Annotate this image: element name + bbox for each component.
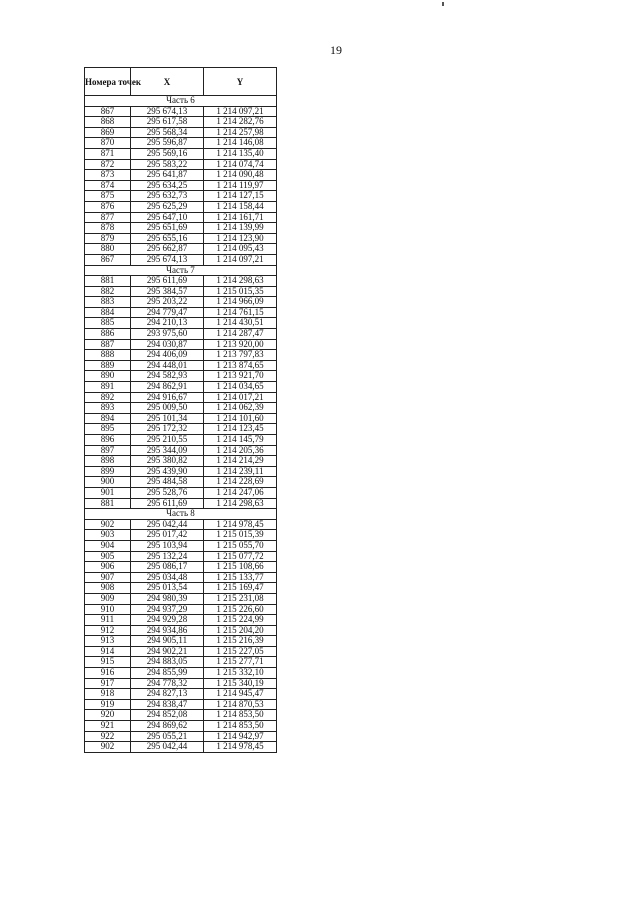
y-cell: 1 214 101,60 <box>204 413 277 424</box>
point-number-cell: 868 <box>85 117 131 128</box>
x-cell: 294 852,08 <box>131 710 204 721</box>
table-row <box>85 223 277 234</box>
y-cell: 1 215 340,19 <box>204 678 277 689</box>
x-cell: 295 210,55 <box>131 435 204 446</box>
point-number-cell: 873 <box>85 170 131 181</box>
table-row <box>85 117 277 128</box>
table-row <box>85 339 277 350</box>
table-row <box>85 233 277 244</box>
y-cell: 1 214 257,98 <box>204 127 277 138</box>
table-row <box>85 604 277 615</box>
point-number-cell: 897 <box>85 445 131 456</box>
y-cell: 1 214 287,47 <box>204 329 277 340</box>
x-cell: 294 779,47 <box>131 307 204 318</box>
y-cell: 1 214 158,44 <box>204 201 277 212</box>
x-cell: 295 611,69 <box>131 498 204 509</box>
x-cell: 295 569,16 <box>131 148 204 159</box>
point-number-cell: 872 <box>85 159 131 170</box>
table-row <box>85 689 277 700</box>
point-number-cell: 920 <box>85 710 131 721</box>
table-row <box>85 276 277 287</box>
point-number-cell: 891 <box>85 382 131 393</box>
x-cell: 295 101,34 <box>131 413 204 424</box>
table-row <box>85 286 277 297</box>
x-cell: 294 937,29 <box>131 604 204 615</box>
point-number-cell: 885 <box>85 318 131 329</box>
point-number-cell: 867 <box>85 254 131 265</box>
table-row <box>85 540 277 551</box>
point-number-cell: 922 <box>85 731 131 742</box>
x-cell: 295 674,13 <box>131 254 204 265</box>
table-row <box>85 254 277 265</box>
point-number-cell: 893 <box>85 403 131 414</box>
point-number-cell: 909 <box>85 593 131 604</box>
x-cell: 295 086,17 <box>131 562 204 573</box>
y-cell: 1 214 298,63 <box>204 276 277 287</box>
table-row <box>85 583 277 594</box>
x-cell: 294 778,32 <box>131 678 204 689</box>
table-row <box>85 435 277 446</box>
y-cell: 1 214 123,45 <box>204 424 277 435</box>
x-cell: 295 103,94 <box>131 540 204 551</box>
table-row <box>85 636 277 647</box>
table-row <box>85 382 277 393</box>
x-cell: 295 172,32 <box>131 424 204 435</box>
section-title: Часть 8 <box>85 509 277 520</box>
point-number-cell: 900 <box>85 477 131 488</box>
y-cell: 1 213 874,65 <box>204 360 277 371</box>
section-title: Часть 6 <box>85 96 277 107</box>
x-cell: 295 132,24 <box>131 551 204 562</box>
table-row <box>85 180 277 191</box>
y-cell: 1 215 108,66 <box>204 562 277 573</box>
table-row <box>85 530 277 541</box>
table-row <box>85 403 277 414</box>
point-number-cell: 918 <box>85 689 131 700</box>
y-cell: 1 214 228,69 <box>204 477 277 488</box>
point-number-cell: 876 <box>85 201 131 212</box>
table-row <box>85 329 277 340</box>
point-number-cell: 916 <box>85 668 131 679</box>
y-cell: 1 214 145,79 <box>204 435 277 446</box>
y-cell: 1 215 169,47 <box>204 583 277 594</box>
table-row <box>85 201 277 212</box>
y-cell: 1 214 123,90 <box>204 233 277 244</box>
x-cell: 294 827,13 <box>131 689 204 700</box>
y-cell: 1 214 761,15 <box>204 307 277 318</box>
y-cell: 1 215 224,99 <box>204 615 277 626</box>
point-number-cell: 913 <box>85 636 131 647</box>
section-title: Часть 7 <box>85 265 277 276</box>
x-cell: 295 583,22 <box>131 159 204 170</box>
y-cell: 1 214 853,50 <box>204 710 277 721</box>
y-cell: 1 214 074,74 <box>204 159 277 170</box>
point-number-cell: 902 <box>85 519 131 530</box>
x-cell: 295 042,44 <box>131 742 204 753</box>
x-cell: 294 406,09 <box>131 350 204 361</box>
y-cell: 1 214 017,21 <box>204 392 277 403</box>
x-cell: 295 662,87 <box>131 244 204 255</box>
x-cell: 295 625,29 <box>131 201 204 212</box>
y-cell: 1 214 135,40 <box>204 148 277 159</box>
header-x: X <box>131 68 204 96</box>
x-cell: 295 647,10 <box>131 212 204 223</box>
x-cell: 294 883,05 <box>131 657 204 668</box>
point-number-cell: 914 <box>85 646 131 657</box>
table-row <box>85 562 277 573</box>
point-number-cell: 917 <box>85 678 131 689</box>
y-cell: 1 214 097,21 <box>204 254 277 265</box>
point-number-cell: 901 <box>85 487 131 498</box>
point-number-cell: 907 <box>85 572 131 583</box>
y-cell: 1 214 966,09 <box>204 297 277 308</box>
x-cell: 294 934,86 <box>131 625 204 636</box>
point-number-cell: 921 <box>85 721 131 732</box>
x-cell: 295 055,21 <box>131 731 204 742</box>
point-number-cell: 889 <box>85 360 131 371</box>
y-cell: 1 214 139,99 <box>204 223 277 234</box>
x-cell: 294 862,91 <box>131 382 204 393</box>
table-row <box>85 646 277 657</box>
y-cell: 1 215 015,35 <box>204 286 277 297</box>
table-row <box>85 593 277 604</box>
x-cell: 295 641,87 <box>131 170 204 181</box>
point-number-cell: 871 <box>85 148 131 159</box>
x-cell: 295 013,54 <box>131 583 204 594</box>
x-cell: 294 582,93 <box>131 371 204 382</box>
y-cell: 1 214 097,21 <box>204 106 277 117</box>
x-cell: 295 380,82 <box>131 456 204 467</box>
x-cell: 295 042,44 <box>131 519 204 530</box>
point-number-cell: 875 <box>85 191 131 202</box>
y-cell: 1 214 247,06 <box>204 487 277 498</box>
y-cell: 1 214 146,08 <box>204 138 277 149</box>
section-row <box>85 265 277 276</box>
table-row <box>85 466 277 477</box>
scan-speck <box>442 2 444 6</box>
table-row <box>85 350 277 361</box>
y-cell: 1 214 090,48 <box>204 170 277 181</box>
y-cell: 1 215 216,39 <box>204 636 277 647</box>
y-cell: 1 215 015,39 <box>204 530 277 541</box>
x-cell: 295 611,69 <box>131 276 204 287</box>
x-cell: 294 929,28 <box>131 615 204 626</box>
point-number-cell: 882 <box>85 286 131 297</box>
point-number-cell: 877 <box>85 212 131 223</box>
x-cell: 294 980,39 <box>131 593 204 604</box>
point-number-cell: 881 <box>85 276 131 287</box>
y-cell: 1 214 430,51 <box>204 318 277 329</box>
x-cell: 294 855,99 <box>131 668 204 679</box>
y-cell: 1 215 231,08 <box>204 593 277 604</box>
x-cell: 295 634,25 <box>131 180 204 191</box>
point-number-cell: 878 <box>85 223 131 234</box>
x-cell: 295 596,87 <box>131 138 204 149</box>
y-cell: 1 215 277,71 <box>204 657 277 668</box>
point-number-cell: 912 <box>85 625 131 636</box>
table-header-row <box>85 68 277 96</box>
y-cell: 1 215 055,70 <box>204 540 277 551</box>
section-row <box>85 509 277 520</box>
point-number-cell: 911 <box>85 615 131 626</box>
x-cell: 295 203,22 <box>131 297 204 308</box>
point-number-cell: 905 <box>85 551 131 562</box>
x-cell: 295 009,50 <box>131 403 204 414</box>
y-cell: 1 215 077,72 <box>204 551 277 562</box>
point-number-cell: 915 <box>85 657 131 668</box>
y-cell: 1 214 205,36 <box>204 445 277 456</box>
x-cell: 295 484,58 <box>131 477 204 488</box>
table-row <box>85 424 277 435</box>
x-cell: 294 448,01 <box>131 360 204 371</box>
table-row <box>85 360 277 371</box>
table-row <box>85 148 277 159</box>
x-cell: 295 632,73 <box>131 191 204 202</box>
section-row <box>85 96 277 107</box>
point-number-cell: 908 <box>85 583 131 594</box>
x-cell: 293 975,60 <box>131 329 204 340</box>
point-number-cell: 906 <box>85 562 131 573</box>
x-cell: 295 384,57 <box>131 286 204 297</box>
table-row <box>85 625 277 636</box>
point-number-cell: 903 <box>85 530 131 541</box>
table-row <box>85 678 277 689</box>
point-number-cell: 904 <box>85 540 131 551</box>
y-cell: 1 214 298,63 <box>204 498 277 509</box>
x-cell: 295 674,13 <box>131 106 204 117</box>
y-cell: 1 214 978,45 <box>204 742 277 753</box>
y-cell: 1 214 870,53 <box>204 699 277 710</box>
table-row <box>85 170 277 181</box>
page-number: 19 <box>330 43 342 57</box>
point-number-cell: 898 <box>85 456 131 467</box>
table-row <box>85 106 277 117</box>
table-row <box>85 244 277 255</box>
table-row <box>85 721 277 732</box>
point-number-cell: 896 <box>85 435 131 446</box>
x-cell: 294 838,47 <box>131 699 204 710</box>
x-cell: 295 344,09 <box>131 445 204 456</box>
point-number-cell: 899 <box>85 466 131 477</box>
y-cell: 1 214 239,11 <box>204 466 277 477</box>
point-number-cell: 919 <box>85 699 131 710</box>
table-row <box>85 413 277 424</box>
y-cell: 1 215 227,05 <box>204 646 277 657</box>
y-cell: 1 214 034,65 <box>204 382 277 393</box>
y-cell: 1 214 127,15 <box>204 191 277 202</box>
header-y: Y <box>204 68 277 96</box>
x-cell: 295 439,90 <box>131 466 204 477</box>
x-cell: 295 655,16 <box>131 233 204 244</box>
point-number-cell: 881 <box>85 498 131 509</box>
x-cell: 294 030,87 <box>131 339 204 350</box>
table-row <box>85 307 277 318</box>
y-cell: 1 214 942,97 <box>204 731 277 742</box>
point-number-cell: 879 <box>85 233 131 244</box>
y-cell: 1 215 226,60 <box>204 604 277 615</box>
x-cell: 295 617,58 <box>131 117 204 128</box>
y-cell: 1 213 920,00 <box>204 339 277 350</box>
table-row <box>85 615 277 626</box>
point-number-cell: 883 <box>85 297 131 308</box>
y-cell: 1 215 332,10 <box>204 668 277 679</box>
x-cell: 294 210,13 <box>131 318 204 329</box>
y-cell: 1 214 853,50 <box>204 721 277 732</box>
point-number-cell: 884 <box>85 307 131 318</box>
point-number-cell: 902 <box>85 742 131 753</box>
point-number-cell: 869 <box>85 127 131 138</box>
table-row <box>85 498 277 509</box>
y-cell: 1 214 214,29 <box>204 456 277 467</box>
table-row <box>85 742 277 753</box>
coordinates-table <box>84 67 277 753</box>
table-body <box>85 96 277 753</box>
table-row <box>85 138 277 149</box>
y-cell: 1 215 133,77 <box>204 572 277 583</box>
table-row <box>85 318 277 329</box>
point-number-cell: 870 <box>85 138 131 149</box>
table-row <box>85 456 277 467</box>
y-cell: 1 214 282,76 <box>204 117 277 128</box>
table-row <box>85 572 277 583</box>
point-number-cell: 890 <box>85 371 131 382</box>
point-number-cell: 895 <box>85 424 131 435</box>
table-row <box>85 297 277 308</box>
x-cell: 294 905,11 <box>131 636 204 647</box>
y-cell: 1 214 095,43 <box>204 244 277 255</box>
y-cell: 1 215 204,20 <box>204 625 277 636</box>
table-row <box>85 657 277 668</box>
table-row <box>85 127 277 138</box>
point-number-cell: 887 <box>85 339 131 350</box>
y-cell: 1 214 062,39 <box>204 403 277 414</box>
x-cell: 295 528,76 <box>131 487 204 498</box>
table-row <box>85 392 277 403</box>
point-number-cell: 888 <box>85 350 131 361</box>
x-cell: 294 869,62 <box>131 721 204 732</box>
point-number-cell: 880 <box>85 244 131 255</box>
table-row <box>85 668 277 679</box>
x-cell: 295 568,34 <box>131 127 204 138</box>
table-row <box>85 551 277 562</box>
point-number-cell: 910 <box>85 604 131 615</box>
x-cell: 294 916,67 <box>131 392 204 403</box>
table-row <box>85 477 277 488</box>
y-cell: 1 214 945,47 <box>204 689 277 700</box>
table-row <box>85 212 277 223</box>
point-number-cell: 892 <box>85 392 131 403</box>
point-number-cell: 886 <box>85 329 131 340</box>
y-cell: 1 214 978,45 <box>204 519 277 530</box>
table-row <box>85 487 277 498</box>
y-cell: 1 214 161,71 <box>204 212 277 223</box>
table-row <box>85 710 277 721</box>
header-point-number: Номера точек <box>85 68 131 96</box>
y-cell: 1 214 119,97 <box>204 180 277 191</box>
x-cell: 295 017,42 <box>131 530 204 541</box>
x-cell: 294 902,21 <box>131 646 204 657</box>
table-row <box>85 731 277 742</box>
table-row <box>85 445 277 456</box>
table-row <box>85 159 277 170</box>
point-number-cell: 894 <box>85 413 131 424</box>
point-number-cell: 867 <box>85 106 131 117</box>
x-cell: 295 034,48 <box>131 572 204 583</box>
y-cell: 1 213 921,70 <box>204 371 277 382</box>
x-cell: 295 651,69 <box>131 223 204 234</box>
y-cell: 1 213 797,83 <box>204 350 277 361</box>
point-number-cell: 874 <box>85 180 131 191</box>
table-row <box>85 699 277 710</box>
table-row <box>85 371 277 382</box>
table-row <box>85 191 277 202</box>
table-row <box>85 519 277 530</box>
